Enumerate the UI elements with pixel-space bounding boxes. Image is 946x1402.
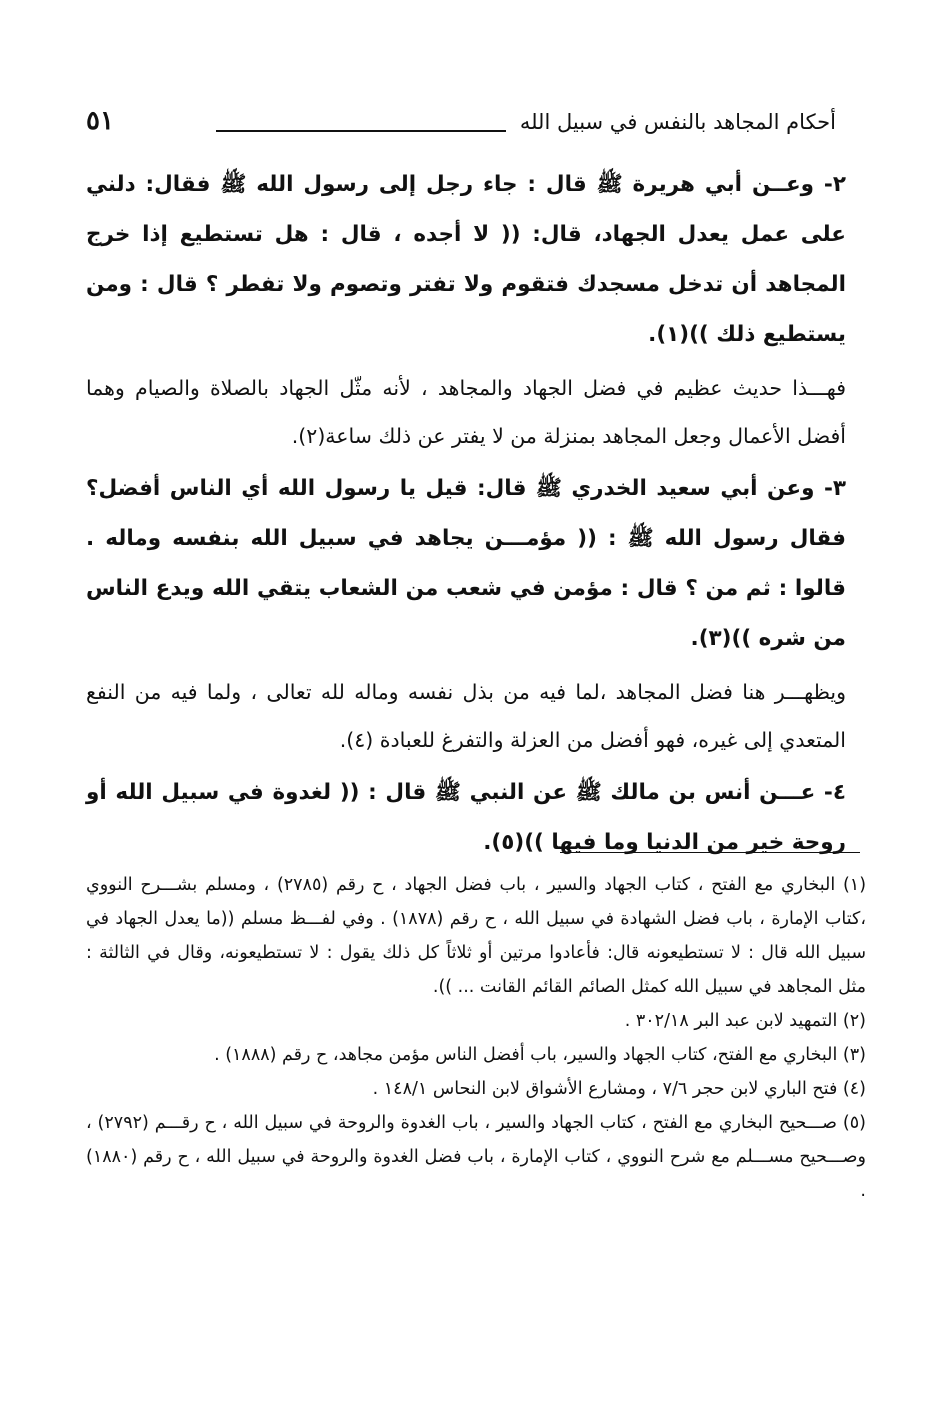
- hadith-paragraph: ٤- عـــن أنس بن مالك ﷺ عن النبي ﷺ قال : (( لغدوة في سبيل الله أو روحة خير من الدنيا وما فيها ))(٥).: [86, 780, 846, 855]
- footnote: (٥) صـــحيح البخاري مع الفتح ، كتاب الجهاد والسير ، باب الغدوة والروحة في سبيل الله ، ح رقـــم (٢٧٩٢) ، وصـــحيح مســـلم مع شرح النووي ، كتاب الإمارة ، باب فضل الغدوة والروحة في سبيل الله ، ح رقم (١٨٨٠) .: [86, 1113, 866, 1201]
- running-title: أحكام المجاهد بالنفس في سبيل الله: [519, 110, 836, 134]
- footnote: (١) البخاري مع الفتح ، كتاب الجهاد والسير ، باب فضل الجهاد ، ح رقم (٢٧٨٥) ، ومسلم بشـــرح النووي ،كتاب الإمارة ، باب فضل الشهادة في سبيل الله ، ح رقم (١٨٧٨) . وفي لفـــظ مسلم ((ما يعدل الجهاد في سبيل الله قال : لا تستطيعونه قال: فأعادوا مرتين أو ثلاثاً كل ذلك يقول : لا تستطيعونه، وقال في الثالثة : مثل المجاهد في سبيل الله كمثل الصائم القائم القانت ... )).: [86, 875, 867, 997]
- footnote: (٣) البخاري مع الفتح، كتاب الجهاد والسير، باب أفضل الناس مؤمن مجاهد، ح رقم (١٨٨٨) .: [214, 1045, 866, 1065]
- page-header: [86, 106, 836, 146]
- footnote-divider: [560, 852, 860, 853]
- commentary-paragraph: فهـــذا حديث عظيم في فضل الجهاد والمجاهد ، لأنه مثّل الجهاد بالصلاة والصيام وهما أفضل الأعمال وجعل المجاهد بمنزلة من لا يفتر عن ذلك ساعة(٢).: [86, 376, 846, 448]
- page-number: ٥١: [86, 106, 114, 136]
- footnote: (٤) فتح الباري لابن حجر ٧/٦ ، ومشارع الأشواق لابن النحاس ١٤٨/١ .: [372, 1079, 866, 1099]
- footnote: (٢) التمهيد لابن عبد البر ٣٠٢/١٨ .: [624, 1011, 866, 1031]
- hadith-paragraph: ٢- وعــن أبي هريرة ﷺ قال : جاء رجل إلى رسول الله ﷺ فقال: دلني على عمل يعدل الجهاد، قال: (( لا أجده ، قال : هل تستطيع إذا خرج المجاهد أن تدخل مسجدك فتقوم ولا تفتر وتصوم ولا تفطر ؟ قال : ومن يستطيع ذلك ))(١).: [86, 172, 846, 347]
- footnotes: [86, 868, 866, 1208]
- commentary-paragraph: ويظهـــر هنا فضل المجاهد ،لما فيه من بذل نفسه وماله لله تعالى ، ولما فيه من النفع المتعدي إلى غيره، فهو أفضل من العزلة والتفرغ للعبادة (٤).: [86, 680, 846, 752]
- hadith-paragraph: ٣- وعن أبي سعيد الخدري ﷺ قال: قيل يا رسول الله أي الناس أفضل؟ فقال رسول الله ﷺ : (( مؤمـــن يجاهد في سبيل الله بنفسه وماله . قالوا : ثم من ؟ قال : مؤمن في شعب من الشعاب يتقي الله ويدع الناس من شره ))(٣).: [86, 476, 846, 651]
- header-divider: [216, 130, 506, 132]
- main-text: [86, 160, 846, 872]
